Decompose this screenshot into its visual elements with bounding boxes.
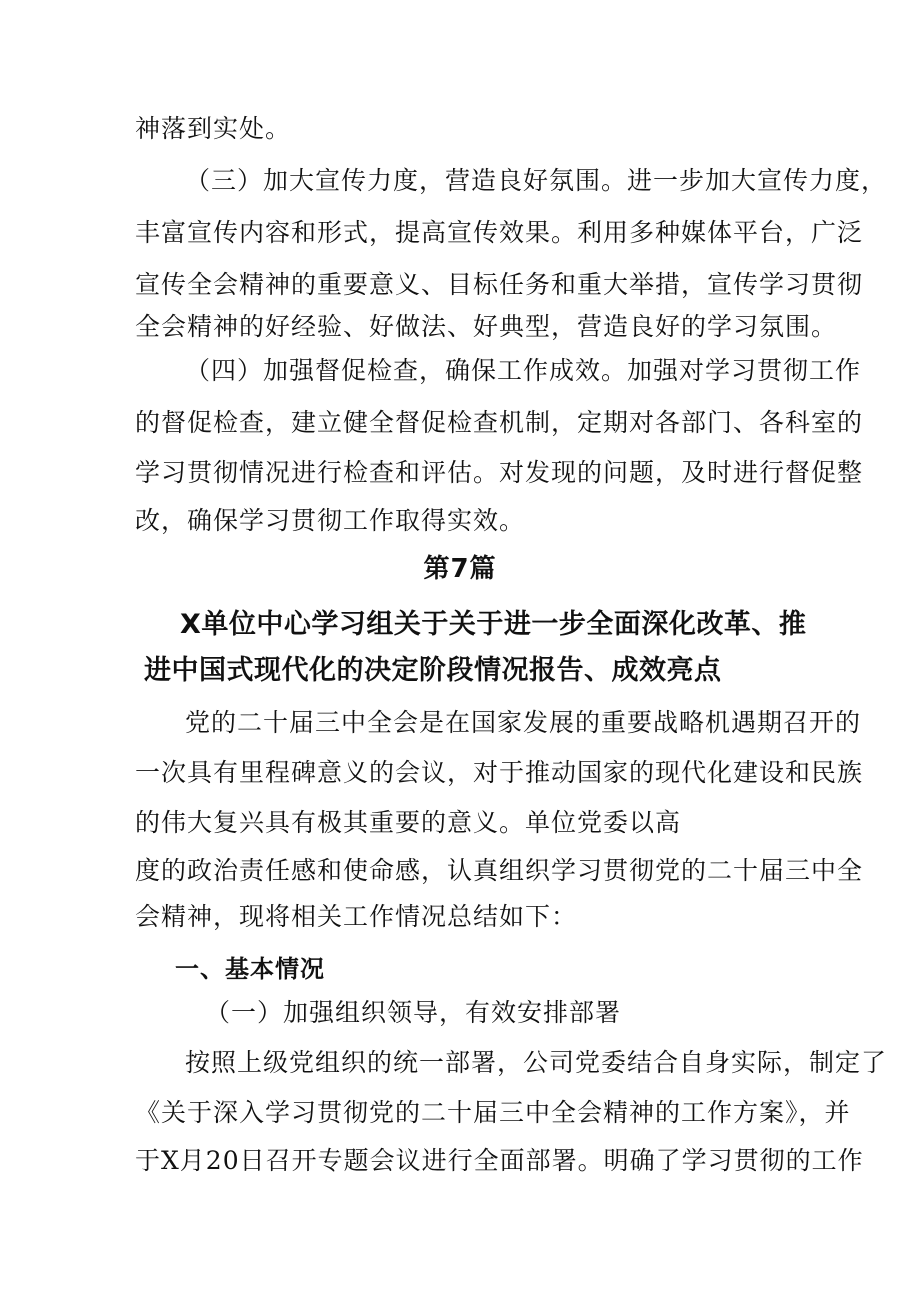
- paragraph-line: 全会精神的好经验、好做法、好典型，营造良好的学习氛围。: [135, 312, 838, 341]
- paragraph-line: 的督促检查，建立健全督促检查机制，定期对各部门、各科室的: [135, 408, 864, 437]
- body-line: 《关于深入学习贯彻党的二十届三中全会精神的工作方案》，并: [135, 1098, 851, 1127]
- paragraph-line: 丰富宣传内容和形式，提高宣传效果。利用多种媒体平台，广泛: [135, 218, 864, 247]
- body-line: 按照上级党组织的统一部署，公司党委结合自身实际，制定了: [185, 1048, 888, 1077]
- paragraph-line: 神落到实处。: [135, 114, 292, 143]
- body-line: 会精神，现将相关工作情况总结如下：: [135, 902, 578, 931]
- body-line: 度的政治责任感和使命感，认真组织学习贯彻党的二十届三中全: [135, 856, 864, 885]
- section-heading: 一、基本情况: [175, 955, 325, 983]
- body-line: 于X月20日召开专题会议进行全面部署。明确了学习贯彻的工作: [135, 1146, 864, 1175]
- body-line: 一次具有里程碑意义的会议，对于推动国家的现代化建设和民族: [135, 758, 864, 787]
- paragraph-line: 宣传全会精神的重要意义、目标任务和重大举措，宣传学习贯彻: [135, 270, 864, 299]
- paragraph-line: （四）加强督促检查，确保工作成效。加强对学习贯彻工作: [185, 356, 862, 385]
- paragraph-line: 学习贯彻情况进行检查和评估。对发现的问题，及时进行督促整: [135, 458, 864, 487]
- paragraph-line: （三）加大宣传力度，营造良好氛围。进一步加大宣传力度，: [185, 166, 888, 195]
- title-line: 进中国式现代化的决定阶段情况报告、成效亮点: [144, 655, 722, 686]
- paragraph-line: 改，确保学习贯彻工作取得实效。: [135, 506, 526, 535]
- body-line: 的伟大复兴具有极其重要的意义。单位党委以高: [135, 808, 682, 837]
- title-line: X单位中心学习组关于关于进一步全面深化改革、推: [180, 609, 807, 640]
- subsection-heading: （一）加强组织领导，有效安排部署: [205, 998, 622, 1027]
- body-line: 党的二十届三中全会是在国家发展的重要战略机遇期召开的: [185, 708, 862, 737]
- chapter-label: 第7篇: [423, 554, 497, 584]
